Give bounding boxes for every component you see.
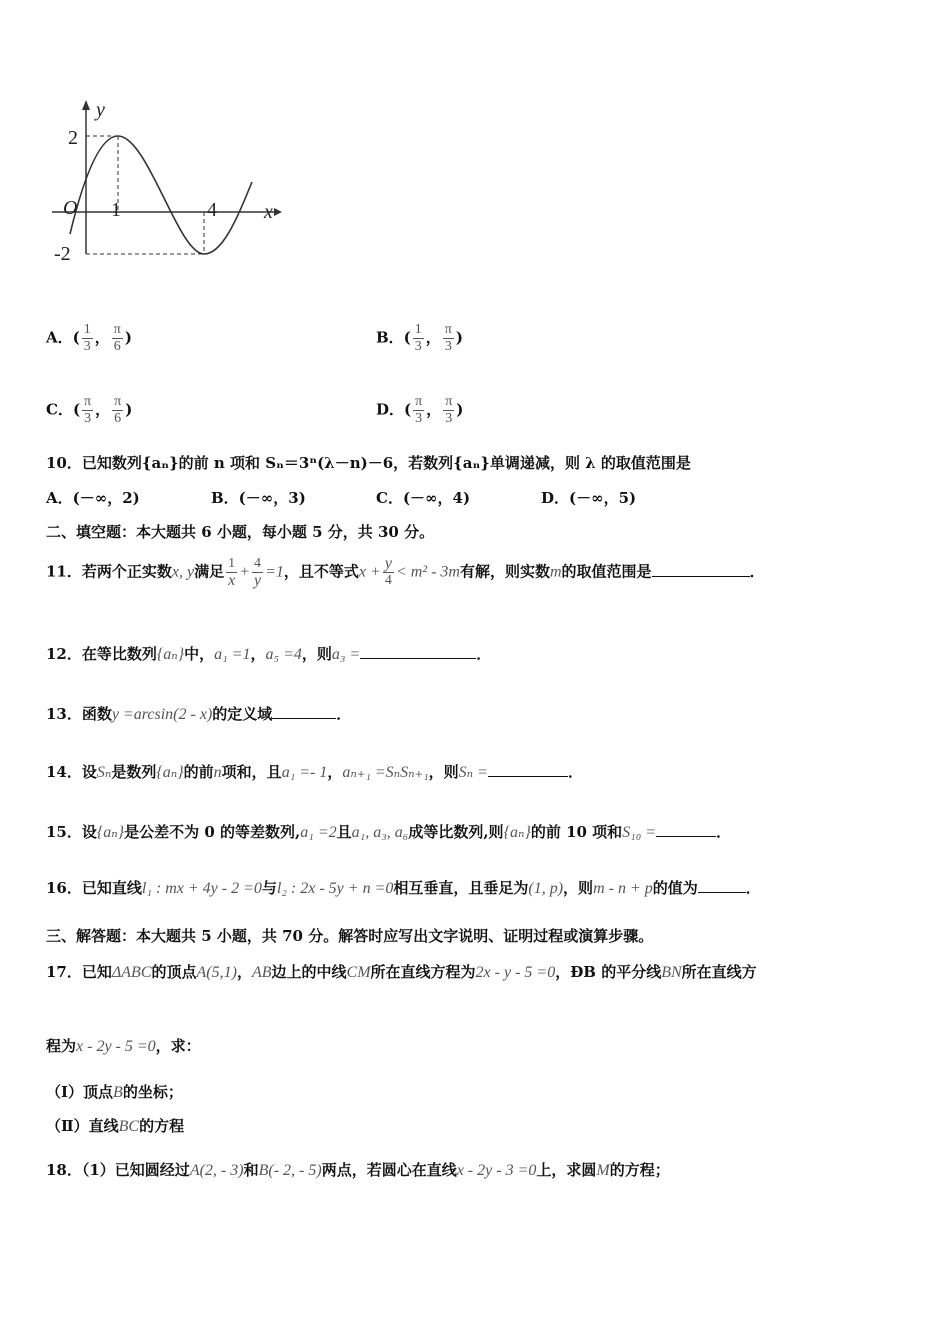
math-line-l1: l₁ : mx + 4y - 2 =0 bbox=[141, 880, 262, 897]
option-letter: D．( bbox=[376, 400, 412, 419]
math-bc: BC bbox=[118, 1118, 140, 1135]
math-eq: =1 bbox=[265, 563, 284, 581]
math-cm: CM bbox=[346, 964, 371, 981]
math-terms: a₁, a₃, a₆ bbox=[351, 824, 409, 841]
text: ． bbox=[336, 705, 352, 723]
text: 项和，且 bbox=[221, 763, 282, 781]
denominator: 4 bbox=[384, 573, 392, 588]
math-seq: {aₙ} bbox=[156, 646, 185, 663]
numerator: y bbox=[384, 555, 392, 572]
origin-label: O bbox=[63, 197, 78, 219]
q9-option-d bbox=[376, 394, 463, 427]
separator: ， bbox=[425, 328, 441, 347]
option-letter: C．( bbox=[46, 400, 81, 419]
fraction bbox=[443, 394, 454, 427]
math-point-b: B(- 2, - 5) bbox=[258, 1162, 322, 1179]
math-eq1: 2x - y - 5 =0 bbox=[475, 964, 556, 981]
math-b: B bbox=[113, 1084, 123, 1101]
text: 18．（1）已知圆经过 bbox=[46, 1161, 190, 1179]
denominator: 3 bbox=[414, 339, 422, 354]
math-eq2: x - 2y - 5 =0 bbox=[76, 1038, 156, 1055]
text: ． bbox=[567, 763, 583, 781]
y-axis-label: y bbox=[96, 99, 105, 121]
text: 所在直线方 bbox=[681, 963, 757, 981]
math-seq: {aₙ} bbox=[156, 764, 184, 781]
math-m: m bbox=[549, 563, 562, 581]
denominator: y bbox=[254, 572, 262, 589]
text: 15．设 bbox=[46, 823, 97, 841]
numerator: π bbox=[114, 394, 122, 409]
q10-option-a: A．(－∞，2) bbox=[46, 489, 140, 507]
close-paren: ) bbox=[124, 328, 132, 347]
text: ，则 bbox=[301, 645, 332, 663]
math-xy: x, y bbox=[171, 563, 195, 581]
text: 程为 bbox=[46, 1037, 77, 1055]
q10-option-d: D．(－∞，5) bbox=[541, 489, 637, 507]
fraction bbox=[383, 556, 394, 589]
text: 有解，则实数 bbox=[459, 562, 550, 581]
math-sn: Sₙ bbox=[96, 764, 112, 781]
q10-option-c: C．(－∞，4) bbox=[376, 489, 471, 507]
denominator: 3 bbox=[444, 339, 452, 354]
text: ，且不等式 bbox=[283, 562, 359, 581]
text: 和 bbox=[243, 1161, 259, 1179]
math-a3: a₃ = bbox=[331, 646, 361, 663]
q10-stem: 10．已知数列{aₙ}的前 n 项和 Sₙ＝3ⁿ(λ－n)－6，若数列{aₙ}单调递减，则 λ 的取值范围是 bbox=[46, 454, 691, 472]
x-axis-label: x bbox=[264, 201, 273, 223]
sine-curve bbox=[70, 136, 252, 254]
math-ineq: x + bbox=[358, 563, 381, 581]
math-triangle: ΔABC bbox=[111, 964, 152, 981]
text: 13．函数 bbox=[46, 705, 112, 723]
close-paren: ) bbox=[456, 400, 464, 419]
numerator: π bbox=[415, 394, 423, 409]
numerator: π bbox=[113, 322, 121, 337]
text: 成等比数列,则 bbox=[408, 823, 504, 841]
math-a1: a₁ =- 1 bbox=[281, 764, 328, 781]
answer-blank[interactable] bbox=[488, 760, 568, 777]
math-recurrence: aₙ₊₁ =SₙSₙ₊₁ bbox=[342, 764, 429, 781]
text: ． bbox=[745, 879, 761, 897]
denominator: 3 bbox=[83, 339, 91, 354]
text: 上，求圆 bbox=[536, 1161, 597, 1179]
answer-blank[interactable] bbox=[652, 560, 750, 577]
close-paren: ) bbox=[125, 400, 133, 419]
denominator: 3 bbox=[415, 411, 423, 426]
section-2-heading: 二、填空题：本大题共 6 小题，每小题 5 分，共 30 分。 bbox=[46, 523, 435, 541]
text: ， bbox=[250, 645, 266, 663]
text: ，则 bbox=[563, 879, 594, 897]
fraction bbox=[226, 556, 237, 589]
text: 的值为 bbox=[652, 879, 698, 897]
math-point-a: A(5,1) bbox=[196, 964, 237, 981]
q12 bbox=[46, 642, 491, 665]
fraction bbox=[413, 322, 424, 355]
math-func: y =arcsin(2 - x) bbox=[111, 706, 213, 723]
separator: ， bbox=[94, 328, 110, 347]
q10-option-b: B．(－∞，3) bbox=[211, 489, 306, 507]
math-point: (1, p) bbox=[528, 880, 564, 897]
text: 的顶点 bbox=[151, 963, 197, 981]
q14 bbox=[46, 760, 583, 783]
text: 的坐标； bbox=[122, 1083, 183, 1101]
math-line: x - 2y - 3 =0 bbox=[456, 1162, 537, 1179]
text: 所在直线方程为 bbox=[370, 963, 476, 981]
math-a1: a₁ =2 bbox=[300, 824, 337, 841]
math-expr: m - n + p bbox=[593, 880, 653, 897]
text: 是公差不为 0 的等差数列, bbox=[124, 823, 301, 841]
text: ，求： bbox=[155, 1037, 201, 1055]
q9-option-b bbox=[376, 322, 463, 355]
q9-option-c bbox=[46, 394, 132, 427]
q13 bbox=[46, 702, 351, 725]
q9-option-a bbox=[46, 322, 132, 355]
answer-blank[interactable] bbox=[360, 642, 476, 659]
x-axis-arrow bbox=[274, 208, 282, 216]
text: ，ÐB 的平分线 bbox=[555, 963, 662, 981]
option-letter: B．( bbox=[376, 328, 411, 347]
math-a1: a₁ =1 bbox=[214, 646, 251, 663]
fraction bbox=[112, 322, 123, 355]
close-paren: ) bbox=[455, 328, 463, 347]
text: 相互垂直，且垂足为 bbox=[393, 879, 529, 897]
numerator: 1 bbox=[226, 556, 237, 573]
math-ineq: < m² - 3m bbox=[395, 563, 460, 581]
text: 且 bbox=[336, 823, 352, 841]
q17-sub2 bbox=[46, 1116, 184, 1137]
numerator: 1 bbox=[83, 322, 91, 337]
math-ab: AB bbox=[251, 964, 272, 981]
numerator: 4 bbox=[252, 556, 263, 573]
text: 两点，若圆心在直线 bbox=[321, 1161, 457, 1179]
text: 是数列 bbox=[111, 763, 157, 781]
text: 与 bbox=[261, 879, 277, 897]
answer-blank[interactable] bbox=[656, 820, 716, 837]
fraction bbox=[112, 394, 123, 427]
q11 bbox=[46, 556, 765, 589]
denominator: 6 bbox=[114, 411, 122, 426]
section-3-heading: 三、解答题：本大题共 5 小题，共 70 分。解答时应写出文字说明、证明过程或演算步骤。 bbox=[46, 927, 654, 945]
text: ． bbox=[716, 823, 732, 841]
answer-blank[interactable] bbox=[272, 702, 336, 719]
denominator: 3 bbox=[445, 411, 453, 426]
text: （Ⅰ）顶点 bbox=[46, 1083, 114, 1101]
text: ． bbox=[476, 645, 492, 663]
separator: ， bbox=[426, 400, 442, 419]
math-sn: Sₙ = bbox=[458, 764, 488, 781]
math-seq: {aₙ} bbox=[503, 824, 531, 841]
fraction bbox=[82, 322, 93, 355]
text: 12．在等比数列 bbox=[46, 645, 157, 663]
math-seq: {aₙ} bbox=[96, 824, 125, 841]
text: 11．若两个正实数 bbox=[46, 562, 172, 581]
y-min-label: -2 bbox=[54, 243, 71, 265]
denominator: x bbox=[228, 572, 236, 589]
text: ． bbox=[749, 562, 765, 581]
q17-sub1 bbox=[46, 1082, 183, 1103]
text: 边上的中线 bbox=[271, 963, 347, 981]
numerator: π bbox=[445, 394, 453, 409]
x-tick-4: 4 bbox=[207, 199, 217, 221]
numerator: π bbox=[444, 322, 452, 337]
q18 bbox=[46, 1160, 670, 1181]
text: 的定义域 bbox=[212, 705, 273, 723]
math-s10: S₁₀ = bbox=[622, 824, 657, 841]
y-axis-arrow bbox=[82, 100, 90, 110]
fraction bbox=[82, 394, 93, 427]
q16 bbox=[46, 876, 761, 899]
text: 的取值范围是 bbox=[561, 562, 652, 581]
y-max-label: 2 bbox=[68, 127, 78, 149]
sine-graph bbox=[48, 96, 288, 266]
text: 中， bbox=[184, 645, 215, 663]
text: 的前 bbox=[183, 763, 214, 781]
x-tick-1: 1 bbox=[111, 199, 121, 221]
numerator: 1 bbox=[414, 322, 422, 337]
text: 的方程 bbox=[139, 1117, 185, 1135]
fraction bbox=[413, 394, 424, 427]
text: ， bbox=[236, 963, 252, 981]
text: （Ⅱ）直线 bbox=[46, 1117, 119, 1135]
text: 的前 10 项和 bbox=[530, 823, 623, 841]
fraction bbox=[252, 556, 263, 589]
denominator: 3 bbox=[84, 411, 92, 426]
text: 17．已知 bbox=[46, 963, 112, 981]
answer-blank[interactable] bbox=[698, 876, 746, 893]
text: 16．已知直线 bbox=[46, 879, 142, 897]
text: ， bbox=[327, 763, 343, 781]
q17-line2 bbox=[46, 1036, 201, 1057]
numerator: π bbox=[84, 394, 92, 409]
text: 14．设 bbox=[46, 763, 97, 781]
math-n: n bbox=[213, 764, 222, 781]
math-a5: a₅ =4 bbox=[265, 646, 302, 663]
option-letter: A．( bbox=[46, 328, 80, 347]
fraction bbox=[443, 322, 454, 355]
q17-line1 bbox=[46, 962, 757, 983]
math-plus: + bbox=[239, 563, 250, 581]
math-bn: BN bbox=[661, 964, 682, 981]
denominator: 6 bbox=[113, 339, 121, 354]
text: ，则 bbox=[428, 763, 459, 781]
math-point-a: A(2, - 3) bbox=[189, 1162, 244, 1179]
q15 bbox=[46, 820, 731, 843]
math-line-l2: l₂ : 2x - 5y + n =0 bbox=[276, 880, 394, 897]
separator: ， bbox=[95, 400, 111, 419]
text: 的方程； bbox=[609, 1161, 670, 1179]
text: 满足 bbox=[194, 562, 225, 581]
math-m: M bbox=[596, 1162, 610, 1179]
